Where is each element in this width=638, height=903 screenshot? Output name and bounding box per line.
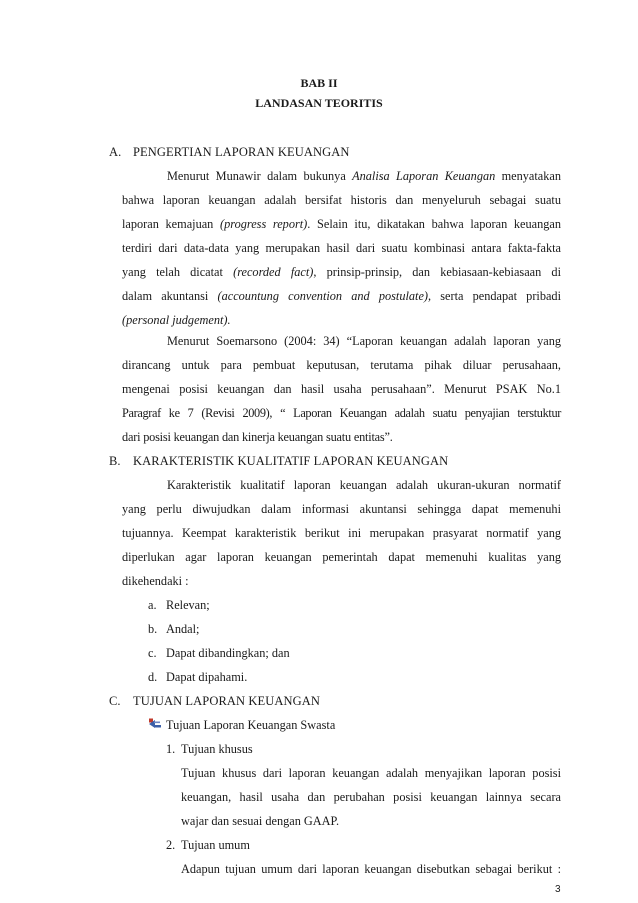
section-a-p1-line4: terdiri dari data-data yang merupakan hasil dari suatu kombinasi antara fakta-fakta xyxy=(122,241,561,255)
section-a-p2-line2: dirancang untuk para pembuat keputusan, terutama pihak diluar perusahaan, xyxy=(122,358,561,372)
bullet-text: Tujuan Laporan Keuangan Swasta xyxy=(166,718,336,732)
item-1-line1: Tujuan khusus dari laporan keuangan adalah menyajikan laporan posisi xyxy=(181,766,561,780)
list-item-text: Relevan; xyxy=(166,598,210,612)
item-1-line3: wajar dan sesuai dengan GAAP. xyxy=(181,814,340,828)
list-item-marker: c. xyxy=(148,646,157,660)
section-a-p1-line6: dalam akuntansi (accountung convention and postulate), serta pendapat pribadi xyxy=(122,289,561,303)
page-number: 3 xyxy=(555,884,561,895)
section-b-heading: KARAKTERISTIK KUALITATIF LAPORAN KEUANGAN xyxy=(133,454,449,468)
chapter-number: BAB II xyxy=(300,76,338,90)
section-b-p1-line1: Karakteristik kualitatif laporan keuangan adalah ukuran-ukuran normatif xyxy=(167,478,561,492)
section-a-label: A. xyxy=(109,145,122,159)
section-a-p1-line7: (personal judgement). xyxy=(122,313,231,327)
item-2-line1: Adapun tujuan umum dari laporan keuangan disebutkan sebagai berikut : xyxy=(181,862,561,876)
list-item-text: Dapat dipahami. xyxy=(166,670,248,684)
section-a-heading: PENGERTIAN LAPORAN KEUANGAN xyxy=(133,145,350,159)
section-c-heading: TUJUAN LAPORAN KEUANGAN xyxy=(133,694,321,708)
section-b-label: B. xyxy=(109,454,121,468)
section-b-p1-line2: yang perlu diwujudkan dalam informasi akuntansi sehingga dapat memenuhi xyxy=(122,502,561,516)
section-b-p1-line5: dikehendaki : xyxy=(122,574,189,588)
section-a-p1-line1: Menurut Munawir dalam bukunya Analisa Laporan Keuangan menyatakan xyxy=(167,169,561,183)
section-c-label: C. xyxy=(109,694,121,708)
list-item-marker: d. xyxy=(148,670,158,684)
item-1-marker: 1. xyxy=(166,742,176,756)
section-a-p2-line5: dari posisi keuangan dan kinerja keuangan suatu entitas”. xyxy=(122,430,393,444)
section-a-p2-line4: Paragraf ke 7 (Revisi 2009), “ Laporan Keuangan adalah suatu penyajian terstuktur xyxy=(122,406,561,420)
list-item-marker: a. xyxy=(148,598,157,612)
section-a-p2-line1: Menurut Soemarsono (2004: 34) “Laporan keuangan adalah laporan yang xyxy=(167,334,561,348)
section-a-p1-line5: yang telah dicatat (recorded fact), prinsip-prinsip, dan kebiasaan-kebiasaan di xyxy=(122,265,561,279)
item-1-title: Tujuan khusus xyxy=(181,742,253,756)
section-a-p1-line3: laporan kemajuan (progress report). Selain itu, dikatakan bahwa laporan keuangan xyxy=(122,217,561,231)
list-item-marker: b. xyxy=(148,622,158,636)
item-1-line2: keuangan, hasil usaha dan perubahan posisi keuangan lainnya secara xyxy=(181,790,561,804)
list-item-text: Dapat dibandingkan; dan xyxy=(166,646,290,660)
chapter-title: LANDASAN TEORITIS xyxy=(255,96,383,110)
list-item-text: Andal; xyxy=(166,622,200,636)
section-b-p1-line4: diperlukan agar laporan keuangan pemerintah dapat memenuhi kualitas yang xyxy=(122,550,561,564)
item-2-title: Tujuan umum xyxy=(181,838,250,852)
section-a-p2-line3: mengenai posisi keuangan dan hasil usaha perusahaan”. Menurut PSAK No.1 xyxy=(122,382,561,396)
section-a-p1-line2: bahwa laporan keuangan adalah bersifat historis dan menyeluruh sebagai suatu xyxy=(122,193,561,207)
item-2-marker: 2. xyxy=(166,838,176,852)
section-b-p1-line3: tujuannya. Keempat karakteristik berikut ini merupakan prasyarat normatif yang xyxy=(122,526,561,540)
arrow-bullet-icon xyxy=(148,717,162,730)
